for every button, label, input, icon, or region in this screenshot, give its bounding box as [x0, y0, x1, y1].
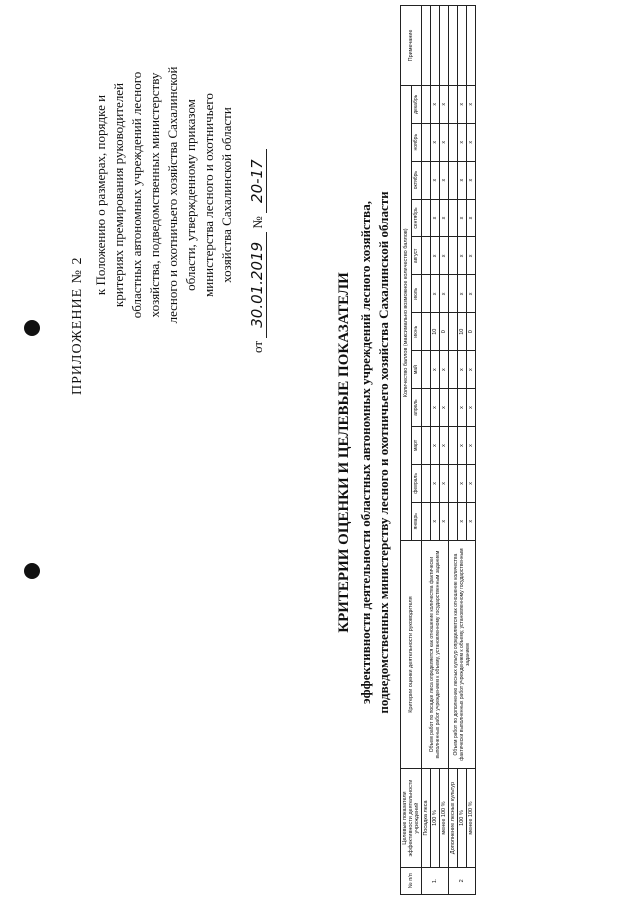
note-cell: [449, 6, 458, 86]
appendix-line: хозяйства Сахалинской области: [219, 107, 234, 283]
row-label: 100 %: [458, 769, 467, 867]
note-cell: [467, 6, 476, 86]
points-cell: x: [431, 502, 440, 540]
points-cell: x: [458, 161, 467, 199]
points-cell: x: [458, 199, 467, 237]
month-header: март: [411, 427, 422, 465]
table-body: [422, 6, 476, 895]
points-cell: 10: [458, 313, 467, 351]
points-cell: x: [467, 237, 476, 275]
month-cell: [449, 199, 458, 237]
header-points: Количество баллов (максимально возможное количество баллов): [401, 85, 412, 540]
month-header: сентябрь: [411, 199, 422, 237]
month-cell: [422, 464, 431, 502]
month-header: апрель: [411, 389, 422, 427]
header-criteria: Критерии оценки деятельности руководителя: [401, 540, 422, 769]
appendix-line: к Положению о размерах, порядке и: [93, 94, 108, 296]
points-cell: x: [458, 123, 467, 161]
points-cell: x: [440, 237, 449, 275]
month-header: август: [411, 237, 422, 275]
month-header: май: [411, 351, 422, 389]
points-cell: x: [440, 275, 449, 313]
month-cell: [422, 389, 431, 427]
document-title: КРИТЕРИИ ОЦЕНКИ И ЦЕЛЕВЫЕ ПОКАЗАТЕЛИ: [336, 272, 352, 633]
points-cell: x: [458, 351, 467, 389]
points-cell: x: [431, 237, 440, 275]
month-header: ноябрь: [411, 123, 422, 161]
points-cell: x: [431, 351, 440, 389]
row-label: менее 100 %: [440, 769, 449, 867]
section-num: 2: [449, 867, 476, 894]
points-cell: x: [467, 464, 476, 502]
date-value: 30.01.2019: [248, 232, 267, 338]
row-label: менее 100 %: [467, 769, 476, 867]
points-cell: x: [458, 464, 467, 502]
points-cell: x: [431, 199, 440, 237]
month-cell: [449, 313, 458, 351]
number-prefix: №: [250, 216, 265, 229]
points-cell: x: [467, 502, 476, 540]
month-header: февраль: [411, 464, 422, 502]
points-cell: x: [458, 389, 467, 427]
header-note: Примечание: [401, 6, 422, 86]
points-cell: x: [431, 427, 440, 465]
appendix-line: лесного и охотничьего хозяйства Сахалинской: [165, 66, 180, 324]
month-cell: [422, 351, 431, 389]
number-value: 20-17: [248, 149, 267, 213]
appendix-date-row: [248, 149, 267, 353]
points-cell: x: [440, 85, 449, 123]
section-criteria: Объем работ по посадке леса определяется как отношение количества фактически выполненных работ учреждением к объему, установленному государственным заданием: [422, 540, 449, 769]
section-criteria: Объем работ по дополнению лесных культур определяется как отношение количества фактически выполненных работ учреждением к объему, установленному государственным заданием: [449, 540, 476, 769]
month-cell: [449, 123, 458, 161]
appendix-title: ПРИЛОЖЕНИЕ № 2: [70, 256, 85, 395]
row-label: 100 %: [431, 769, 440, 867]
points-cell: x: [458, 427, 467, 465]
points-cell: x: [431, 389, 440, 427]
points-cell: x: [467, 123, 476, 161]
points-cell: x: [458, 502, 467, 540]
month-cell: [422, 199, 431, 237]
appendix-line: хозяйства, подведомственных министерству: [147, 72, 162, 318]
month-cell: [422, 161, 431, 199]
note-cell: [458, 6, 467, 86]
month-header: октябрь: [411, 161, 422, 199]
month-cell: [449, 502, 458, 540]
points-cell: x: [467, 389, 476, 427]
points-cell: x: [458, 237, 467, 275]
section-title: Дополнение лесных культур: [449, 769, 458, 867]
points-cell: 0: [467, 313, 476, 351]
month-cell: [449, 464, 458, 502]
points-cell: x: [431, 161, 440, 199]
points-cell: x: [440, 464, 449, 502]
section-num: 1.: [422, 867, 449, 894]
document-subtitle-2: подведомственных министерству лесного и охотничьего хозяйства Сахалинской области: [376, 191, 391, 714]
points-cell: 0: [440, 313, 449, 351]
points-cell: x: [431, 85, 440, 123]
section-title-row: [449, 6, 458, 895]
note-cell: [422, 6, 431, 86]
month-cell: [449, 237, 458, 275]
criteria-table: [400, 5, 476, 895]
month-cell: [449, 351, 458, 389]
header-indicator: Целевые показатели эффективности деятельности учреждений: [401, 769, 422, 867]
points-cell: x: [467, 199, 476, 237]
appendix-line: областных автономных учреждений лесного: [129, 71, 144, 319]
note-cell: [431, 6, 440, 86]
section-title: Посадка леса: [422, 769, 431, 867]
header-num: № п/п: [401, 867, 422, 894]
points-cell: x: [440, 123, 449, 161]
points-cell: x: [458, 275, 467, 313]
month-cell: [449, 427, 458, 465]
points-cell: x: [458, 85, 467, 123]
month-cell: [422, 123, 431, 161]
month-header: июнь: [411, 313, 422, 351]
month-cell: [422, 275, 431, 313]
points-cell: x: [440, 502, 449, 540]
points-cell: x: [467, 427, 476, 465]
month-cell: [449, 85, 458, 123]
month-cell: [449, 161, 458, 199]
points-cell: x: [440, 389, 449, 427]
points-cell: x: [440, 351, 449, 389]
month-cell: [422, 313, 431, 351]
appendix-line: министерства лесного и охотничьего: [201, 93, 216, 297]
points-cell: x: [431, 275, 440, 313]
month-header: декабрь: [411, 85, 422, 123]
month-cell: [422, 502, 431, 540]
points-cell: x: [440, 199, 449, 237]
month-header: январь: [411, 502, 422, 540]
section-title-row: [422, 6, 431, 895]
month-cell: [422, 237, 431, 275]
points-cell: x: [431, 123, 440, 161]
points-cell: x: [467, 161, 476, 199]
points-cell: x: [431, 464, 440, 502]
date-prefix: от: [250, 340, 265, 353]
appendix-line: критериях премирования руководителей: [111, 82, 126, 308]
points-cell: x: [467, 275, 476, 313]
month-cell: [422, 427, 431, 465]
month-cell: [422, 85, 431, 123]
points-cell: 10: [431, 313, 440, 351]
points-cell: x: [467, 351, 476, 389]
document-subtitle-1: эффективности деятельности областных автономных учреждений лесного хозяйства,: [358, 201, 373, 704]
points-cell: x: [440, 427, 449, 465]
appendix-line: области, утвержденному приказом: [183, 99, 198, 291]
points-cell: x: [467, 85, 476, 123]
month-cell: [449, 275, 458, 313]
month-header: июль: [411, 275, 422, 313]
points-cell: x: [440, 161, 449, 199]
month-cell: [449, 389, 458, 427]
note-cell: [440, 6, 449, 86]
